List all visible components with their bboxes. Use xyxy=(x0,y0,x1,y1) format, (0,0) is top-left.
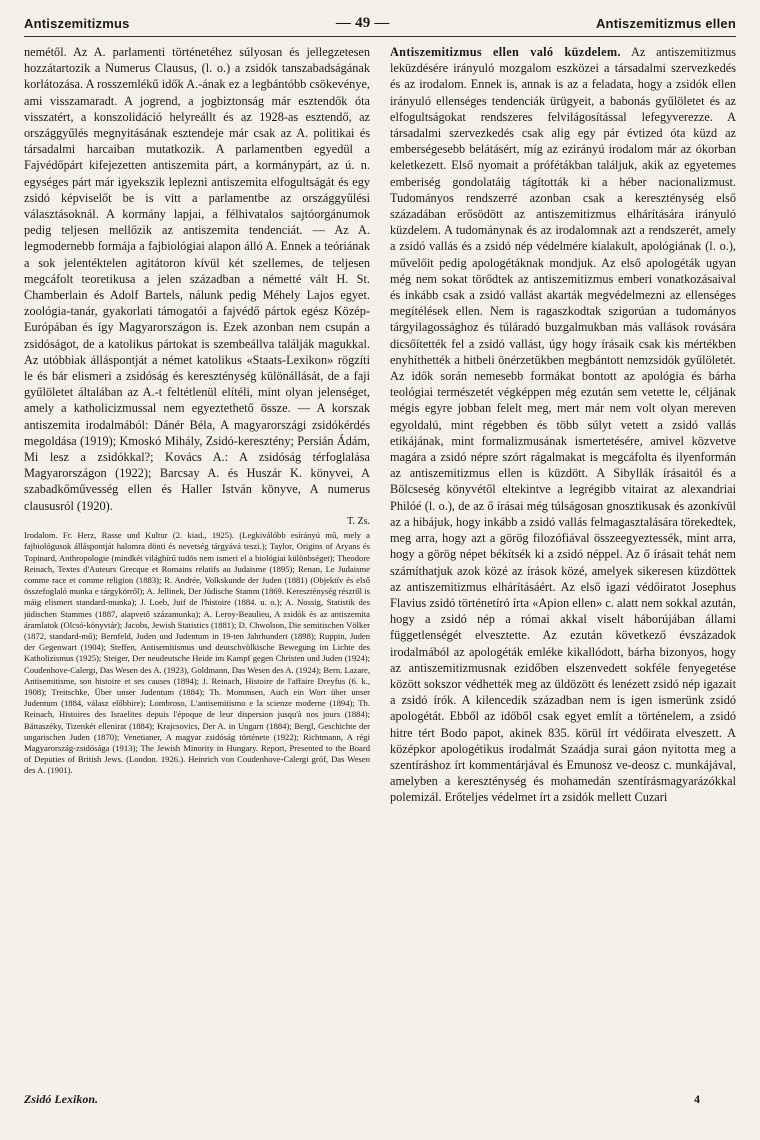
right-column xyxy=(390,44,736,1084)
left-column xyxy=(24,44,370,1084)
author-signature: T. Zs. xyxy=(347,515,370,527)
header-page-number: — 49 — xyxy=(335,14,390,31)
bibliography: Irodalom. Fr. Herz, Rasse und Kultur (2. kiad., 1925). (Legkiválóbb esírányú mű, mely a fajbiológusok álláspontját halomra dönti és nevetség tárgyává teszi.); Taylor, Origins of Aryans és Topinard, Anthropologie (mindkét világhírű tudós nem ismeri el a biológiai különbséget); Theodore Reinach, Textes d'Auteurs Grecque et Romains relatifs au Judaisme (1895); Renan, Le Judaisme comme race et comme religion (1883); R. Andrée, Volkskunde der Juden (1881) (Objektív és első összefoglaló munka e tárgykörről); A. Jellinek, Der Jüdische Stamm (1869. Kereszténység részről is máig elismert standard-munka); J. Loeb, Juif de l'histoire (1884. u. o.); A. Nossig, Statistik des jüdischen Stammes (1887, alapvető százamunka); A. Leroy-Beaulieu, A zsidók és az antiszemita áramlatok (Olcsó-könyvtár); Jacobs, Jewish Statistics (1881); D. Chwolson, Die semitischen Völker (1872, standard-mű); Bernfeld, Juden und Judentum in 19-ten Jahrhundert (1898); Ruppin, Juden der Gegenwart (1904); Steffen, Antisemitismus und deutschvölkische Bewegung im Lichte des Katholizismus (1925); Steiger, Der neudeutsche Heide im Kampf gegen Christen und Juden (1924); Coudenhove-Calergi, Das Wesen des A. (1923), Goldmann, Das Wesen des A. (1924); Bern. Lazare, Antisemitisme, son histoire et ses causes (1894); J. Reinach, Histoire de l'affaire Dreyfus (6. k., 1908); Treitschke, Über unser Judentum (1884); Th. Mommsen, Auch ein Wort über unser Judentum (1884, válasz előbbire); Lombroso, L'antisemitismo e la scienze moderne (1894); Th. Reinach, Histoires des Israelites depuis l'époque de leur dispersion jusqu'à nos jours (1884); Báttaszéky, Tizenkét ellenirat (1884); Krajcsovics, Der A. in Ungarn (1884); Bergl, Geschichte der ungarischen Juden (1870); Venetianer, A magyar zsidóság története (1922); Richtmann, A régi Magyarország-zsidósága (1913); The Jewish Minority in Hungary. Report, Presented to the Board of Deputies of British Jews. (London. 1926.). Heinrich von Coudenhove-Calergi gróf, Das Wesen des A. (1901). xyxy=(24,530,370,776)
header-left-title: Antiszemitizmus xyxy=(24,15,130,31)
header-rule xyxy=(24,36,736,37)
right-column-body: Az antiszemitizmus leküzdésére irányuló mozgalom eszközei a társadalmi szervezkedés és az irodalom. Ennek is, annak is az a feladata, hogy a zsidók ellen irányuló ellenséges tendenciák ürügyeit, a babonás gyűlöletet és az elfogultságokat rendszeres felvilágosítással lefegyverezze. A társadalmi szervezkedés csak alig egy pár évtized óta küzd az emberségesebb belátásért, míg az ezirányú irodalom már az ókorban keletkezett. Első nyomait a prófétákban találjuk, akik az egyetemes emberiség gondolatáig tágították ki a héber nacionalizmust. Tudományos rendszerré azonban csak a kereszténység első századában erősödött az antiszemitizmus elhárítására irányuló küzdelem. A tudománynak és az irodalomnak azt a rendszerét, amely a zsidó vallás és a zsidó nép védelmére kialakult, apológiának (l. o.), művelőit pedig apologétáknak mondjuk. Az első apologéták ugyan még nem sokat törődtek az antiszemitizmus emberi vonatkozásaival és inkább csak a zsidó vallást akarták megvédelmezni az ellenséges megítélések ellen. Nem is ragaszkodtak szigorúan a tudományos tárgyilagossághoz és túláradó buzgalmukban más vallások rovására dicsőítették fel a zsidó vallást, úgy hogy írásaik csak kis mértékben enyhíthették a hitbeli önérzetükben megbántott nemzsidók gyűlöletét. Az idők során nemesebb formákat bontott az apológia és bárha teológiai természetét végképpen még ezután sem vetette le, céljának mégis egyre jobban felelt meg, mert már nem volt olyan mereven egyoldalú, mint régebben és több súlyt vetett a zsidó vallás etikájának, mint formalizmusának ismertetésére, amivel közvetve magára a zsidó népre szórt rágalmakat is megcáfolta és ilyenformán az antiszemitizmus ellen is küzdött. A Sibyllák írásaitól és a Bölcseség könyvétől eltekintve a legrégibb vitairat az alexandriai Philóé (l. o.), de az ő írásai még túlságosan gnosztikusak és azonkívül az a hibájuk, hogy inkább a zsidó vallás felmagasztalására törekedtek, meg arra, hogy azt a görög filozófiával összeegyeztessék, mint arra, hogy a görög népet békítsék ki a zsidó néppel. Az ő írásait tehát nem számíthatjuk azok közé az írások közé, amelyek sikeresen küzdöttek az antiszemitizmus elhárításáért. Az első igazi védőiratot Josephus Flavius zsidó történetíró írta «Apion ellen» c. alatt nem sokkal azután, hogy a zsidó nép a római akkal viselt háborújában állami függetlenségét elvesztette. Az ezután következő évszázadok irodalmából az apologéták emléke kikallódott, bárha bizonyos, hogy az antiszemitizmusnak ezidőben elszenvedett sokféle fenyegetése között sokszor védhették meg az üldözött és lenézett zsidó nép igazait a zsidó írók. A kilencedik században nem is igen ismerünk zsidó apologétát. Ebből az időből csak egyet említ a történelem, a zsidó hitre tért Bodo papot, akinek 835. körül írt védőirata elveszett. A középkor apologétikus irodalmát Szaádja surai gáon nyitotta meg a szentíráshoz írt kommentárjával és Emunosz ve-deosz c. munkájával, amelyben a kereszténység és mohamedán szentírásmagyarázókkal polemizál. Erőteljes védelmet írt a zsidók mellett Cuzari xyxy=(390,45,736,805)
entry-title: Antiszemitizmus ellen való küzdelem. xyxy=(390,45,621,59)
footer-publication: Zsidó Lexikon. xyxy=(24,1092,98,1106)
footer-sheet-number: 4 xyxy=(694,1092,700,1106)
left-column-body: nemétől. Az A. parlamenti történetéhez súlyosan és jellegzetesen hozzátartozik a Numerus Clausus, (l. o.) a zsidók tanszabadságának korlátozása. A rosszemlékű idők A.-ának ez a legbántóbb csökevénye, ami visszamaradt. A jogrend, a jogbiztonság már esztendők óta visszatért, a konszolidáció helyreállt és az 1928-as esztendő, az országgyűlés megnyitásának esztendeje már csak az A. politikai és társadalmi harcaiban mutatkozik. A parlamentben egyedül a Fajvédőpárt kifejezetten antiszemita párt, a kormánypárt, az ú. n. egységes párt már igyekszik leplezni antiszemita elfogultságát és egy zsidó képviselőt be is vitt a parlamentbe az országgyűlési választásoknál. A kormány lapjai, a félhivatalos sajtóorgánumok pedig teljesen mellőzik az antiszemita tendenciát. — Az A. legmodernebb formája a fajbiológiai alapon álló A. Ennek a teóriának a sok jelentéktelen agitátoron kívül két szellemes, de teljesen megcáfolt teoretikusa a jelen században a németté vált H. St. Chamberlain és Adolf Bartels, nálunk pedig Méhely Lajos egyet. zoológia-tanár, gyakorlati támogatói a fajvédő pártok egész Közép-Európában és így Magyarországon is. Ezek azonban nem csupán a zsidóságot, de a katolikus pártokat is szembeállva találják magukkal. Az utóbbiak álláspontját a német katolikus «Staats-Lexikon» rögzíti le és bár elismeri a zsidóság és kereszténység különállását, de a faji gyűlöletet általában az A.-t feltétlenül elítéli, mint olyan jelenséget, amely a katholicizmussal nem egyeztethető össze. — A korszak antiszemita irodalmából: Dánér Béla, A magyarországi zsidókérdés megoldása (1919); Kmoskó Mihály, Zsidó-keresztény; Persián Ádám, Mi lesz a zsidókkal?; Kovács A.: A zsidóság térfoglalása Magyarországon (1922); Barcsay A. és Huszár K. könyvei, A szabadkőművesség ellen és Haller István könyve, A numerus claususról (1920). xyxy=(24,45,370,513)
running-header xyxy=(24,12,736,34)
header-right-title: Antiszemitizmus ellen xyxy=(595,15,736,31)
page-footer xyxy=(24,1092,700,1107)
